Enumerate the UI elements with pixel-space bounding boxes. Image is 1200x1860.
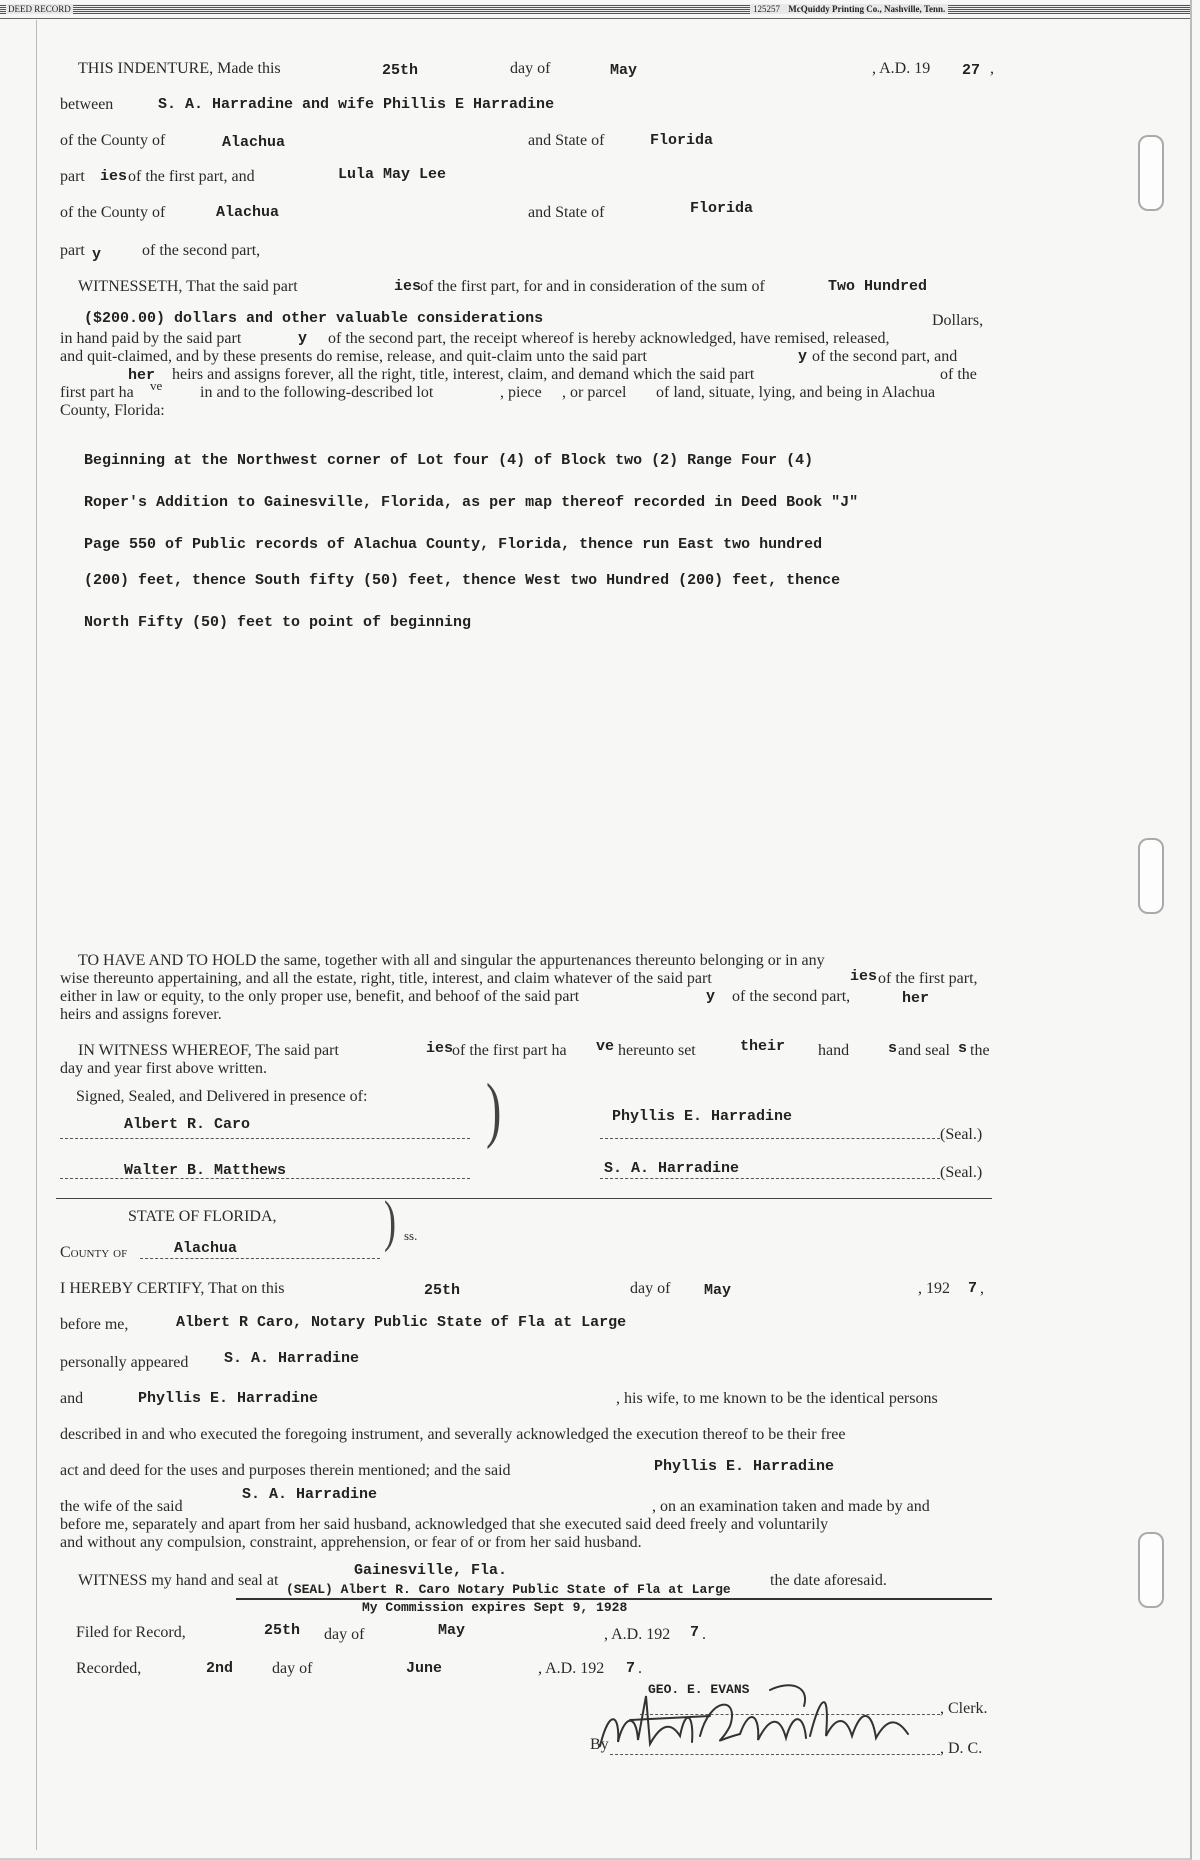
state-1: Florida — [650, 132, 714, 149]
left-margin-line — [36, 20, 37, 1850]
header-rule — [0, 18, 1190, 19]
witnesseth-pronoun: her — [128, 367, 156, 384]
witnesseth-line3-b: of the second part, the receipt whereof is hereby acknowledged, have remised, released, — [328, 330, 890, 347]
printer-number: 125257 — [753, 4, 780, 14]
signer-1-name: Phyllis E. Harradine — [612, 1108, 793, 1125]
party-suffix: y — [92, 246, 102, 263]
witness-clause-line1-e: and seal — [898, 1042, 950, 1059]
witnesseth-suffix-1: ies — [394, 278, 422, 295]
indenture-month: May — [610, 62, 638, 79]
form-header-bar — [0, 4, 1190, 14]
part-label: part — [60, 168, 85, 185]
habendum-pronoun: her — [902, 990, 930, 1007]
habendum-suffix-2: y — [706, 988, 716, 1005]
witnesseth-line4-a: and quit-claimed, and by these presents do remise, release, and quit-claim unto the said part — [60, 348, 647, 365]
ack-brace: ) — [384, 1189, 396, 1253]
witnesseth-line6-a: first part ha — [60, 384, 134, 401]
legal-line-3: Page 550 of Public records of Alachua County, Florida, thence run East two hundred — [84, 536, 823, 553]
habendum-line1: TO HAVE AND TO HOLD the same, together with all and singular the appurtenances thereunto belonging or in any — [78, 952, 825, 969]
ack-commission: My Commission expires Sept 9, 1928 — [362, 1600, 628, 1615]
state-label-2: and State of — [528, 204, 605, 221]
witness-clause-line1-f: the — [970, 1042, 990, 1059]
filed-period: . — [702, 1626, 706, 1643]
form-name: DEED RECORD — [8, 4, 71, 14]
printer-credit — [750, 4, 948, 14]
signer-2-name: S. A. Harradine — [604, 1160, 740, 1177]
legal-line-4: (200) feet, thence South fifty (50) feet, thence West two Hundred (200) feet, thence — [84, 572, 841, 589]
first-part-and: of the first part, and — [128, 168, 255, 185]
ack-person-1: S. A. Harradine — [224, 1350, 360, 1367]
habendum-suffix-1: ies — [850, 968, 878, 985]
signed-delivered-label: Signed, Sealed, and Delivered in presence of: — [76, 1088, 368, 1105]
recorded-month: June — [406, 1660, 443, 1677]
ack-person-2: Phyllis E. Harradine — [138, 1390, 319, 1407]
ack-year-comma: , — [980, 1280, 984, 1297]
seal-1: (Seal.) — [940, 1126, 983, 1143]
filed-day: 25th — [264, 1622, 301, 1639]
witnesseth-line6-d: , or parcel — [562, 384, 627, 401]
witness-2-name: Walter B. Matthews — [124, 1162, 287, 1179]
ack-county-label: County of — [60, 1244, 128, 1261]
ack-before-b: and without any compulsion, constraint, apprehension, or fear of or from her said husband. — [60, 1534, 642, 1551]
ack-before-a: before me, separately and apart from her said husband, acknowledged that she executed said deed freely and voluntarily — [60, 1516, 829, 1533]
ack-ss: ss. — [404, 1228, 418, 1243]
county-label-2: of the County of — [60, 204, 166, 221]
ack-month: May — [704, 1282, 732, 1299]
ack-place: Gainesville, Fla. — [354, 1562, 508, 1579]
ack-witness-hand: WITNESS my hand and seal at — [78, 1572, 279, 1589]
ack-and-label: and — [60, 1390, 84, 1407]
seal-2: (Seal.) — [940, 1164, 983, 1181]
witnesseth-suffix-3: y — [798, 348, 808, 365]
dc-label: , D. C. — [940, 1740, 983, 1757]
witness-clause-pronoun: their — [740, 1038, 786, 1055]
ack-before-me: before me, — [60, 1316, 129, 1333]
between-label: between — [60, 96, 114, 113]
witness-clause-suffix-1: ies — [426, 1040, 454, 1057]
filed-day-of: day of — [324, 1626, 365, 1643]
indenture-ad: , A.D. 19 — [872, 60, 931, 77]
binder-hole-middle — [1138, 838, 1164, 914]
state-2: Florida — [690, 200, 754, 217]
witnesseth-suffix-2: y — [298, 330, 308, 347]
ack-certify: I HEREBY CERTIFY, That on this — [60, 1280, 285, 1297]
clerk-name: GEO. E. EVANS — [648, 1682, 750, 1697]
ack-exam-text: , on an examination taken and made by and — [652, 1498, 930, 1515]
grantors: S. A. Harradine and wife Phillis E Harradine — [158, 96, 555, 113]
deputy-clerk-signature — [590, 1676, 920, 1766]
filed-label: Filed for Record, — [76, 1624, 186, 1641]
section-divider — [56, 1198, 992, 1199]
ack-husband-name: S. A. Harradine — [242, 1486, 378, 1503]
ack-appeared-label: personally appeared — [60, 1354, 189, 1371]
witness-clause-line1-d: hand — [818, 1042, 850, 1059]
county-2: Alachua — [216, 204, 280, 221]
witnesseth-line3-a: in hand paid by the said part — [60, 330, 242, 347]
recorded-period: . — [638, 1660, 642, 1677]
ack-wife-text: , his wife, to me known to be the identical persons — [616, 1390, 938, 1407]
ack-day-of: day of — [630, 1280, 671, 1297]
habendum-line3-a: either in law or equity, to the only proper use, benefit, and behoof of the said part — [60, 988, 580, 1005]
witness-clause-line1-c: hereunto set — [618, 1042, 696, 1059]
ack-county-line — [140, 1258, 380, 1259]
printer-name: McQuiddy Printing Co., Nashville, Tenn. — [788, 4, 946, 14]
legal-line-2: Roper's Addition to Gainesville, Florida, as per map thereof recorded in Deed Book "J" — [84, 494, 859, 511]
state-label-1: and State of — [528, 132, 605, 149]
habendum-line3-b: of the second part, — [732, 988, 851, 1005]
signer-1-line — [600, 1138, 940, 1139]
witness-2-line — [60, 1178, 470, 1179]
recorded-ad: , A.D. 192 — [538, 1660, 605, 1677]
grantee: Lula May Lee — [338, 166, 447, 183]
ack-state: STATE OF FLORIDA, — [128, 1208, 277, 1225]
legal-line-1: Beginning at the Northwest corner of Lot four (4) of Block two (2) Range Four (4) — [84, 452, 814, 469]
ack-described: described in and who executed the foregoing instrument, and severally acknowledged the execution thereof to be their free — [60, 1426, 846, 1443]
witnesseth-line7: County, Florida: — [60, 402, 165, 419]
second-part: of the second part, — [142, 242, 261, 259]
recorded-year: 7 — [626, 1660, 636, 1677]
ack-county: Alachua — [174, 1240, 238, 1257]
ack-year: 7 — [968, 1280, 978, 1297]
witness-1-name: Albert R. Caro — [124, 1116, 251, 1133]
ack-wife-name: Phyllis E. Harradine — [654, 1458, 835, 1475]
indenture-day-of: day of — [510, 60, 551, 77]
witnesseth-line4-b: of the second part, and — [812, 348, 958, 365]
habendum-line2-b: of the first part, — [878, 970, 978, 987]
habendum-line4: heirs and assigns forever. — [60, 1006, 222, 1023]
witness-clause-suffix-4: s — [958, 1040, 968, 1057]
part-suffix: ies — [100, 168, 128, 185]
clerk-label: , Clerk. — [940, 1700, 988, 1717]
witnesseth-suffix-4: ve — [150, 378, 163, 393]
filed-month: May — [438, 1622, 466, 1639]
consideration-sum-2: ($200.00) dollars and other valuable considerations — [84, 310, 544, 327]
dollars-label: Dollars, — [932, 312, 984, 329]
signer-2-line — [600, 1178, 940, 1179]
indenture-day: 25th — [382, 62, 419, 79]
recorded-day-of: day of — [272, 1660, 313, 1677]
ack-date-aforesaid: the date aforesaid. — [770, 1572, 887, 1589]
ack-notary-line: (SEAL) Albert R. Caro Notary Public State of Fla at Large — [286, 1582, 731, 1597]
legal-line-5: North Fifty (50) feet to point of beginning — [84, 614, 472, 631]
witnesseth-line6-e: of land, situate, lying, and being in Alachua — [656, 384, 936, 401]
consideration-sum-1: Two Hundred — [828, 278, 928, 295]
recorded-label: Recorded, — [76, 1660, 142, 1677]
county-1: Alachua — [222, 134, 286, 151]
witnesseth-line1-b: of the first part, for and in consideration of the sum of — [420, 278, 765, 295]
indenture-year-comma: , — [990, 60, 994, 77]
witness-clause-line1-a: IN WITNESS WHEREOF, The said part — [78, 1042, 339, 1059]
filed-ad: , A.D. 192 — [604, 1626, 671, 1643]
ack-year-label: , 192 — [918, 1280, 950, 1297]
witnesseth-line5: heirs and assigns forever, all the right, title, interest, claim, and demand which the said part — [172, 366, 755, 383]
witness-clause-line1-b: of the first part ha — [452, 1042, 567, 1059]
binder-hole-bottom — [1138, 1532, 1164, 1608]
witness-1-line — [60, 1138, 470, 1139]
ack-wife-of-label: the wife of the said — [60, 1498, 183, 1515]
witnesseth-line6-b: in and to the following-described lot — [200, 384, 434, 401]
indenture-year: 27 — [962, 62, 981, 79]
party-label: part — [60, 242, 85, 259]
binder-hole-top — [1138, 135, 1164, 211]
recorded-day: 2nd — [206, 1660, 234, 1677]
witnesseth-line6-c: , piece — [500, 384, 542, 401]
ack-act: act and deed for the uses and purposes therein mentioned; and the said — [60, 1462, 511, 1479]
by-label: By — [590, 1736, 609, 1753]
witness-clause-suffix-3: s — [888, 1040, 898, 1057]
filed-year: 7 — [690, 1624, 700, 1641]
signature-brace: ) — [486, 1067, 502, 1150]
witnesseth-line5-end: of the — [940, 366, 977, 383]
witness-clause-line2: day and year first above written. — [60, 1060, 268, 1077]
ack-day: 25th — [424, 1282, 461, 1299]
habendum-line2-a: wise thereunto appertaining, and all the estate, right, title, interest, and claim whatever of the said part — [60, 970, 712, 987]
county-label-1: of the County of — [60, 132, 166, 149]
witnesseth-line1-a: WITNESSETH, That the said part — [78, 278, 298, 295]
ack-officer: Albert R Caro, Notary Public State of Fla at Large — [176, 1314, 627, 1331]
indenture-intro: THIS INDENTURE, Made this — [78, 60, 281, 77]
witness-clause-suffix-2: ve — [596, 1038, 615, 1055]
